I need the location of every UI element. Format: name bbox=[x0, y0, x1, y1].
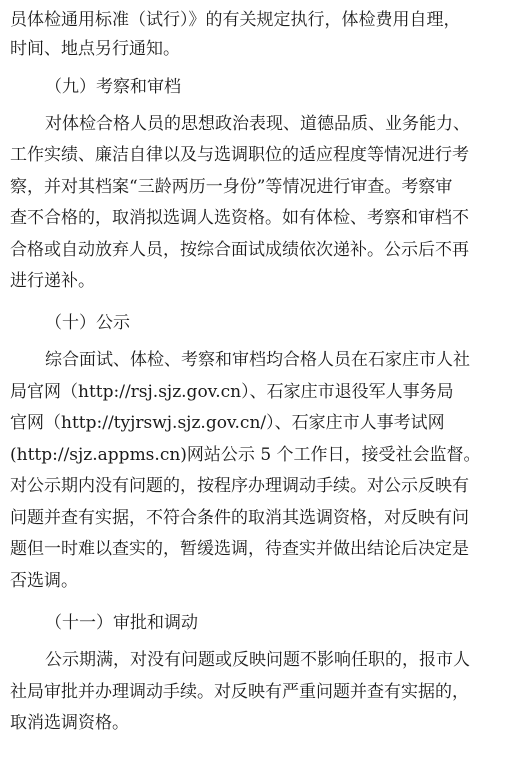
paragraph-line: 综合面试、体检、考察和审档均合格人员在石家庄市人社 bbox=[45, 350, 470, 370]
paragraph-line: 查不合格的，取消拟选调人选资格。如有体检、考察和审档不 bbox=[10, 208, 469, 228]
paragraph-line: 进行递补。 bbox=[10, 271, 95, 291]
paragraph-line: 员体检通用标准（试行）》的有关规定执行，体检费用自理， bbox=[10, 10, 461, 30]
paragraph-line: 时间、地点另行通知。 bbox=[10, 39, 180, 59]
paragraph-line: 对体检合格人员的思想政治表现、道德品质、业务能力、 bbox=[45, 114, 470, 134]
section-heading-9: （九）考察和审档 bbox=[45, 77, 181, 97]
paragraph-line: 否选调。 bbox=[10, 571, 78, 591]
paragraph-line: 合格或自动放弃人员，按综合面试成绩依次递补。公示后不再 bbox=[10, 240, 469, 260]
paragraph-line: 官网（http://tyjrswj.sjz.gov.cn/）、石家庄市人事考试网 bbox=[10, 413, 445, 433]
paragraph-line: 题但一时难以查实的，暂缓选调，待查实并做出结论后决定是 bbox=[10, 539, 469, 559]
paragraph-line: 公示期满，对没有问题或反映问题不影响任职的，报市人 bbox=[45, 650, 470, 670]
paragraph-line: 对公示期内没有问题的，按程序办理调动手续。对公示反映有 bbox=[10, 476, 469, 496]
section-heading-10: （十）公示 bbox=[45, 313, 130, 333]
paragraph-line: 社局审批并办理调动手续。对反映有严重问题并查有实据的， bbox=[10, 682, 469, 702]
section-heading-11: （十一）审批和调动 bbox=[45, 613, 198, 633]
paragraph-line: (http://sjz.appms.cn)网站公示 5 个工作日，接受社会监督。 bbox=[10, 445, 481, 465]
paragraph-line: 工作实绩、廉洁自律以及与选调职位的适应程度等情况进行考 bbox=[10, 145, 469, 165]
paragraph-line: 局官网（http://rsj.sjz.gov.cn）、石家庄市退役军人事务局 bbox=[10, 382, 454, 402]
paragraph-line: 问题并查有实据，不符合条件的取消其选调资格，对反映有问 bbox=[10, 508, 469, 528]
paragraph-line: 察，并对其档案“三龄两历一身份”等情况进行审查。考察审 bbox=[10, 177, 453, 197]
paragraph-line: 取消选调资格。 bbox=[10, 713, 129, 733]
